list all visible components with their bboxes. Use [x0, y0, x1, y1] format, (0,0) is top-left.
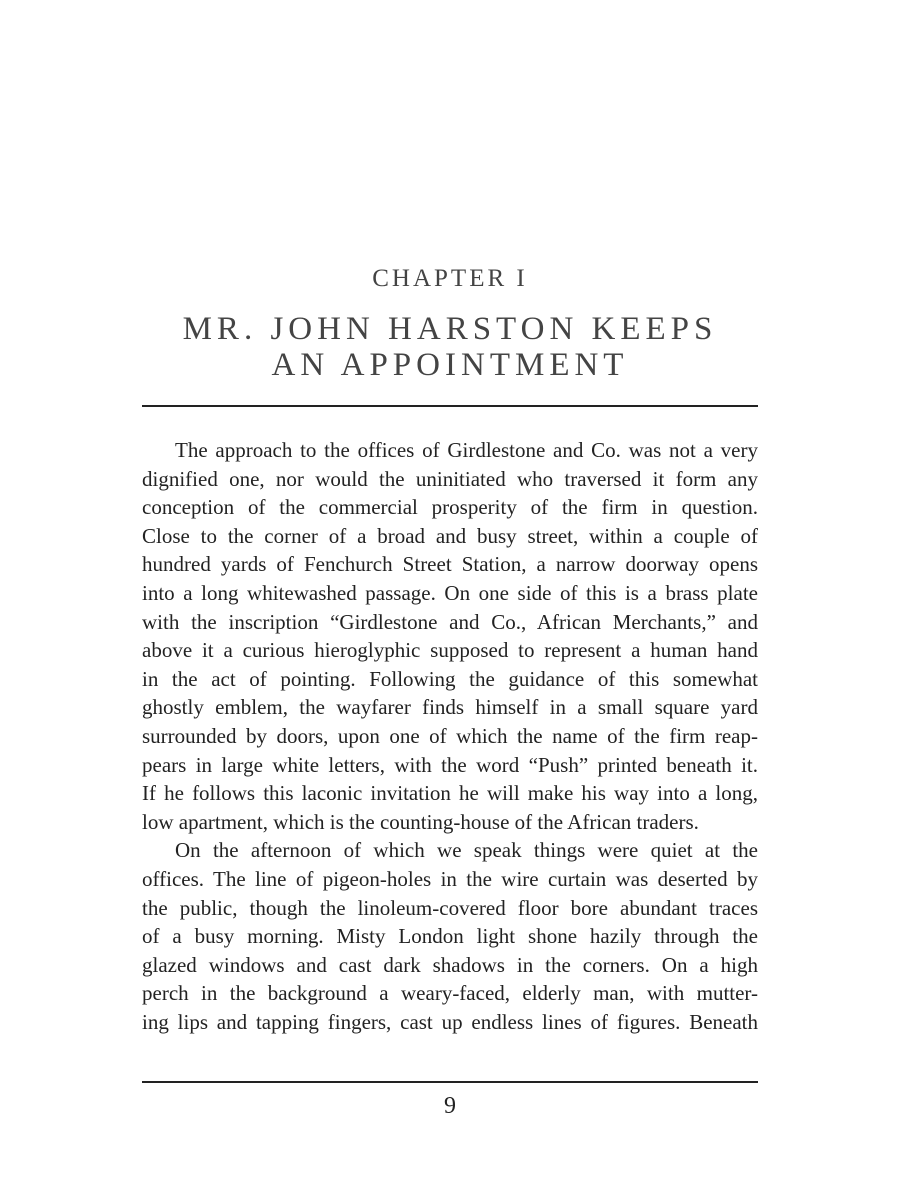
- page-number: 9: [444, 1093, 456, 1119]
- chapter-label: CHAPTER I: [372, 265, 528, 292]
- text-line: The approach to the offices of Girdlestone and Co. was not a very: [175, 438, 758, 462]
- text-line: ing lips and tapping fingers, cast up endless lines of figures. Beneath: [142, 1009, 758, 1034]
- text-line: in the act of pointing. Following the guidance of this somewhat: [142, 666, 758, 691]
- text-line: above it a curious hieroglyphic supposed to represent a human hand: [142, 638, 758, 663]
- text-line: perch in the background a weary-faced, elderly man, with mutter-: [142, 981, 758, 1006]
- chapter-title-line: AN APPOINTMENT: [271, 347, 629, 383]
- body-text: [142, 436, 758, 1036]
- text-line: into a long whitewashed passage. On one side of this is a brass plate: [142, 580, 758, 605]
- text-line: dignified one, nor would the uninitiated who traversed it form any: [142, 466, 758, 491]
- text-line: of a busy morning. Misty London light shone hazily through the: [142, 924, 758, 949]
- text-line: hundred yards of Fenchurch Street Station, a narrow doorway opens: [142, 552, 758, 577]
- text-line: conception of the commercial prosperity of the firm in question.: [142, 495, 758, 520]
- text-line: pears in large white letters, with the word “Push” printed beneath it.: [142, 752, 758, 777]
- chapter-title: [142, 311, 758, 383]
- paragraph: [142, 436, 758, 836]
- text-line: the public, though the linoleum-covered floor bore abundant traces: [142, 895, 758, 920]
- footer-divider: [142, 1081, 758, 1083]
- text-line: glazed windows and cast dark shadows in the corners. On a high: [142, 952, 758, 977]
- header-divider: [142, 405, 758, 407]
- text-line: with the inscription “Girdlestone and Co., African Merchants,” and: [142, 609, 758, 634]
- chapter-title-line: MR. JOHN HARSTON KEEPS: [182, 311, 718, 347]
- text-line: If he follows this laconic invitation he will make his way into a long,: [142, 781, 758, 806]
- text-line: offices. The line of pigeon-holes in the wire curtain was deserted by: [142, 866, 758, 891]
- text-line: low apartment, which is the counting-house of the African traders.: [142, 809, 699, 834]
- paragraph: [142, 836, 758, 1036]
- text-line: surrounded by doors, upon one of which the name of the firm reap-: [142, 723, 758, 748]
- text-line: On the afternoon of which we speak things were quiet at the: [175, 838, 758, 863]
- text-line: Close to the corner of a broad and busy street, within a couple of: [142, 523, 758, 548]
- text-line: ghostly emblem, the wayfarer finds himself in a small square yard: [142, 695, 758, 720]
